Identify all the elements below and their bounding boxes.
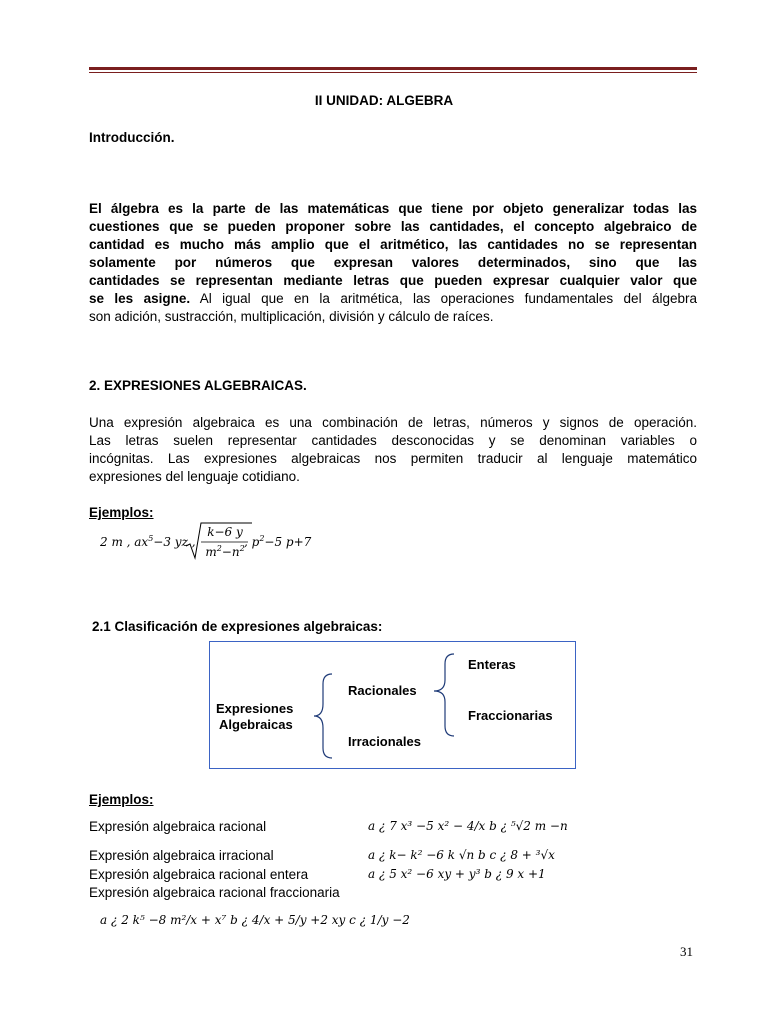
intro-line-mixed [89, 290, 697, 308]
section2-line: Una expresión algebraica es una combinación de letras, números y signos de operación. [89, 415, 697, 430]
expr-part: 2 m , ax [100, 535, 149, 549]
brace-right-icon [428, 652, 458, 742]
classification-diagram [209, 641, 576, 769]
section2-line: Las letras suelen representar cantidades desconocidas y se denominan variables o [89, 433, 697, 448]
header-rule-thick [89, 67, 697, 70]
diagram-root-line2: Algebraicas [219, 717, 293, 732]
examples-expression-tail [244, 534, 311, 549]
fraction-numerator: k−6 y [207, 525, 243, 539]
intro-line: cantidad es mucho más amplio que el aritmético, las cantidades no se representan [89, 237, 697, 252]
example-label: Expresión algebraica racional entera [89, 867, 309, 882]
den-part: m [205, 545, 217, 559]
diagram-racionales: Racionales [348, 683, 417, 698]
expr-exponent: 2 [259, 534, 265, 543]
expr-part: , p [244, 535, 260, 549]
example-label: Expresión algebraica irracional [89, 848, 274, 863]
section2-line: incógnitas. Las expresiones algebraicas nos permiten traducir al lenguaje matemático [89, 451, 697, 466]
intro-line: solamente por números que expresan valores determinados, sino que las [89, 255, 697, 270]
examples-expression [100, 534, 196, 549]
diagram-irracionales: Irracionales [348, 734, 421, 749]
section21-heading: 2.1 Clasificación de expresiones algebraicas: [92, 619, 383, 634]
example-expression: a ¿ 5 x² −6 xy + y³ b ¿ 9 x +1 [368, 867, 546, 881]
intro-line: cantidades se representan mediante letras que pueden expresar cualquier valor que [89, 273, 697, 288]
intro-line: El álgebra es la parte de las matemáticas que tiene por objeto generalizar todas las [89, 201, 697, 216]
examples-label: Ejemplos: [89, 505, 154, 520]
intro-line: cuestiones que se pueden proponer sobre las cantidades, el concepto algebraico de [89, 219, 697, 234]
intro-line: son adición, sustracción, multiplicación, división y cálculo de raíces. [89, 309, 494, 324]
examples-label-2: Ejemplos: [89, 792, 154, 807]
fraccionaria-expression: a ¿ 2 k⁵ −8 m²/x + x⁷ b ¿ 4/x + 5/y +2 xy c ¿ 1/y −2 [100, 913, 410, 927]
section2-paragraph [89, 414, 697, 486]
example-expression: a ¿ k− k² −6 k √n b c ¿ 8 + ³√x [368, 848, 555, 862]
expr-part: −3 yz , [153, 535, 196, 549]
intro-paragraph [89, 200, 697, 326]
example-label: Expresión algebraica racional fraccionaria [89, 885, 340, 900]
page-title: II UNIDAD: ALGEBRA [314, 93, 454, 108]
header-rule-thin [89, 72, 697, 73]
example-expression: a ¿ 7 x³ −5 x² − 4/x b ¿ ⁵√2 m −n [368, 819, 568, 833]
intro-normal-text: Al igual que en la aritmética, las operaciones fundamentales del álgebra [190, 291, 697, 306]
fraction-denominator [201, 544, 249, 559]
expr-exponent: 5 [148, 534, 154, 543]
den-exponent: 2 [239, 544, 245, 553]
intro-heading: Introducción. [89, 130, 175, 145]
intro-bold-end: se les asigne. [89, 291, 191, 306]
expr-part: −5 p+7 [264, 535, 312, 549]
page-number: 31 [680, 944, 693, 959]
example-label: Expresión algebraica racional [89, 819, 267, 834]
section2-heading: 2. EXPRESIONES ALGEBRAICAS. [89, 378, 307, 393]
den-exponent: 2 [216, 544, 222, 553]
diagram-root-line1: Expresiones [216, 701, 294, 716]
diagram-fraccionarias: Fraccionarias [468, 708, 553, 723]
den-part: −n [221, 545, 240, 559]
section2-line: expresiones del lenguaje cotidiano. [89, 469, 300, 484]
diagram-enteras: Enteras [468, 657, 516, 672]
brace-left-icon [306, 672, 336, 762]
